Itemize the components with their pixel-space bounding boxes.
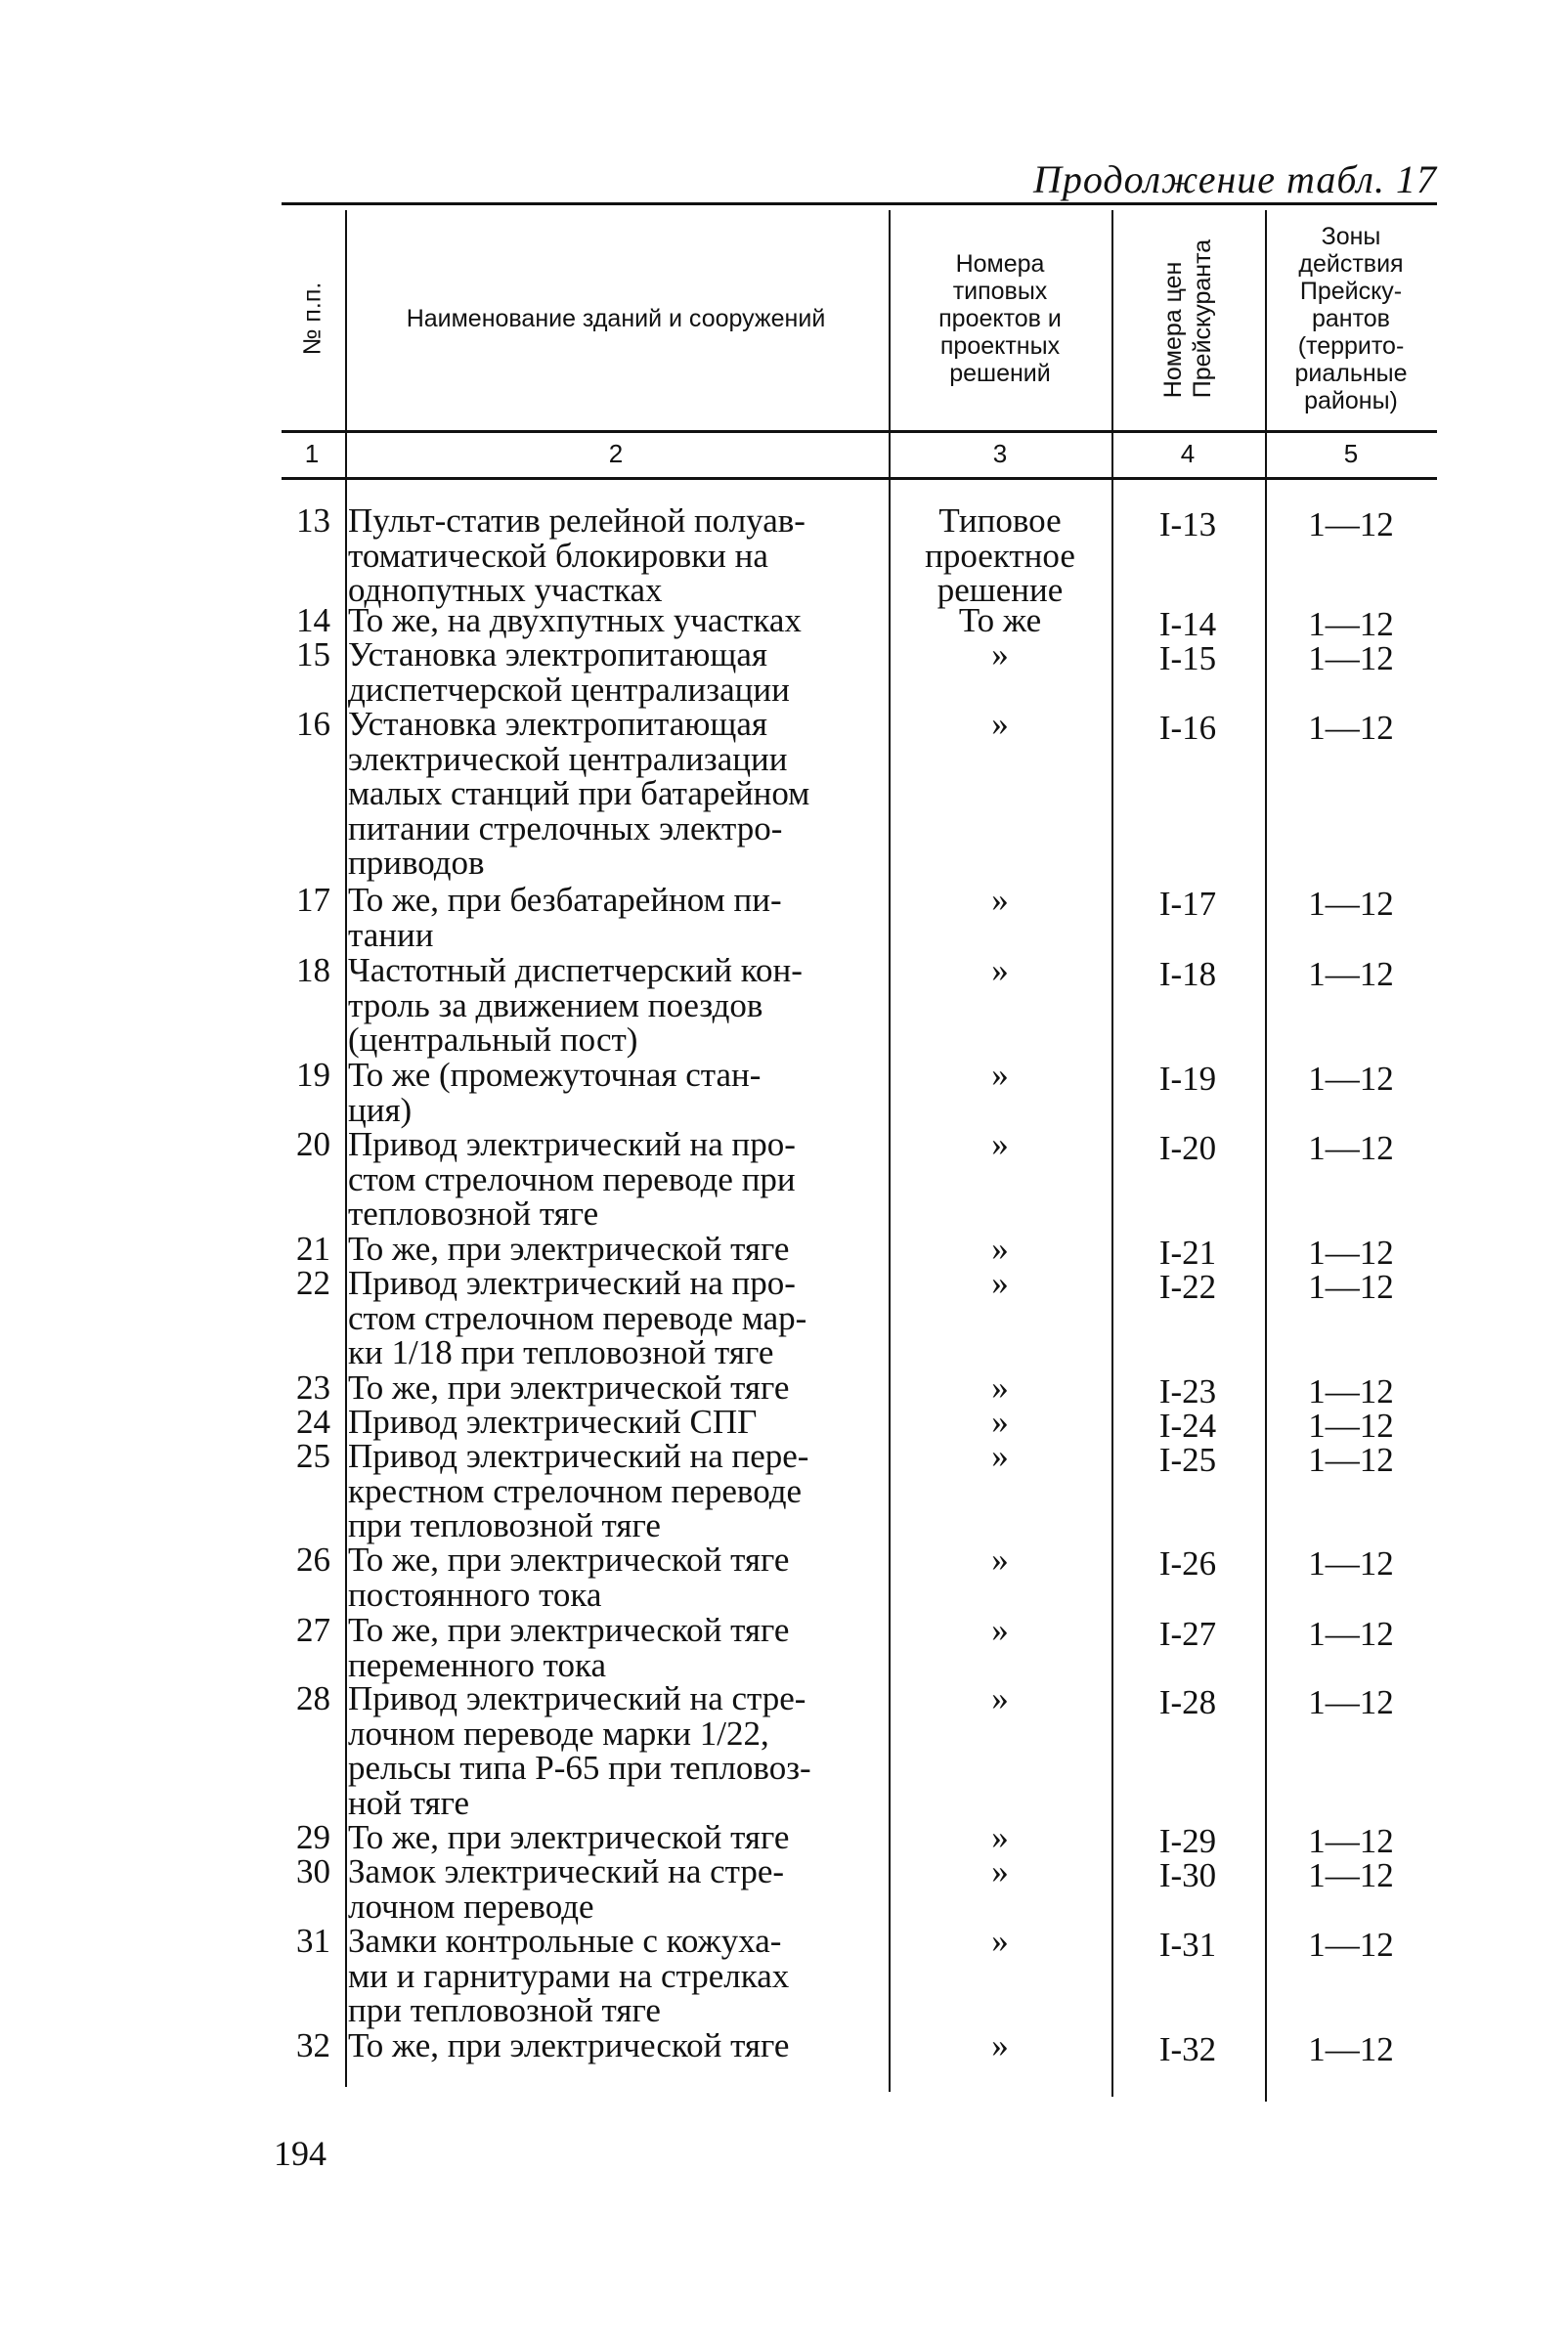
row-name-line: при тепловозной тяге [348,1991,661,2029]
page-number: 194 [274,2134,327,2173]
row-price-code: I-14 [1158,605,1217,643]
row-project-line: » [991,705,1009,743]
row-name-line: То же, при электрической тяге [348,1541,790,1579]
row-project-line: » [991,1264,1009,1302]
row-project-line: » [991,1230,1009,1268]
header-project [892,210,1109,427]
row-name [348,1370,866,1406]
row-project [892,1820,1109,1855]
row-name-line: Пульт-статив релейной полуав- [348,501,806,540]
header-project-line: решений [949,360,1051,387]
row-zone: 1—12 [1308,1856,1394,1894]
row-project [892,1266,1109,1301]
row-project [892,1127,1109,1162]
row-project-line: » [991,1679,1009,1717]
row-project [892,883,1109,918]
row-project [892,1681,1109,1716]
col-number-bottom-rule [282,477,1437,480]
row-zone: 1—12 [1308,1441,1394,1479]
row-project-line: » [991,1403,1009,1441]
row-name-line: ми и гарнитурами на стрелках [348,1956,790,1995]
row-name-line: малых станций при батарейном [348,774,810,812]
row-price-code: I-24 [1158,1407,1217,1445]
header-price-number [1114,210,1261,427]
row-name-line: То же, при электрической тяге [348,1230,790,1268]
row-name [348,883,866,952]
header-price-line: Номера цен [1159,261,1187,399]
row-name-line: рельсы типа Р-65 при тепловоз- [348,1749,811,1787]
row-zone: 1—12 [1308,1615,1394,1653]
row-name-line: тепловозной тяге [348,1194,599,1233]
row-name [348,1613,866,1682]
row-number: 28 [296,1679,330,1717]
row-name-line: Замок электрический на стре- [348,1852,785,1890]
row-name [348,1681,866,1820]
row-name-line: троль за движением поездов [348,985,763,1024]
row-number: 17 [296,881,330,919]
row-price-code: I-21 [1158,1234,1217,1272]
row-project-line: » [991,1611,1009,1649]
header-name [347,210,885,427]
row-name [348,1058,866,1127]
row-project-line: » [991,1922,1009,1960]
row-project [892,953,1109,988]
row-project [892,503,1109,608]
row-project [892,603,1109,638]
header-zones-line: действия [1298,250,1404,278]
col-divider-1 [345,210,347,2087]
row-name-line: ной тяге [348,1783,470,1822]
row-project-line: » [991,1818,1009,1856]
row-zone: 1—12 [1308,955,1394,993]
row-project-line: решение [936,571,1064,609]
row-zone: 1—12 [1308,1926,1394,1964]
row-price-code: I-27 [1158,1615,1217,1653]
row-name-line: переменного тока [348,1645,607,1684]
row-name [348,1266,866,1370]
col-number-4: 4 [1180,439,1196,468]
row-name-line: То же, при безбатарейном пи- [348,881,782,919]
row-project [892,1405,1109,1440]
row-number: 25 [296,1437,330,1475]
row-project [892,1854,1109,1889]
row-name-line: То же (промежуточная стан- [348,1056,762,1094]
header-zones-line: Прейску- [1299,278,1403,305]
row-name-line: лочном переводе марки 1/22, [348,1714,769,1753]
row-number: 30 [296,1852,330,1890]
row-name-line: Частотный диспетчерский кон- [348,951,803,989]
row-number: 21 [296,1230,330,1268]
row-project-line: » [991,1541,1009,1579]
row-name-line: (центральный пост) [348,1020,638,1059]
row-number: 13 [296,501,330,540]
row-name-line: То же, при электрической тяге [348,1818,790,1856]
row-name [348,637,866,707]
header-project-line: проектных [939,332,1061,360]
row-project [892,1613,1109,1648]
row-project-line: Типовое [938,501,1062,540]
row-zone: 1—12 [1308,1372,1394,1411]
continuation-caption: Продолжение табл. 17 [1032,157,1437,201]
row-zone: 1—12 [1308,1822,1394,1860]
row-name [348,1924,866,2028]
row-name [348,707,866,881]
row-project-line: » [991,1368,1009,1407]
row-name-line: стом стрелочном переводе при [348,1159,796,1198]
row-name [348,1542,866,1612]
col-number-3: 3 [992,439,1008,468]
header-zones-line: рантов [1312,305,1390,332]
row-name-line: крестном стрелочном переводе [348,1471,803,1510]
row-price-code: I-32 [1158,2030,1217,2068]
row-name-line: Привод электрический на про- [348,1264,796,1302]
row-price-code: I-18 [1158,955,1217,993]
row-number: 31 [296,1922,330,1960]
row-number: 26 [296,1541,330,1579]
row-name-line: диспетчерской централизации [348,670,790,709]
header-zones-line: Зоны [1321,223,1381,250]
row-name [348,2028,866,2063]
row-name-line: Замки контрольные с кожуха- [348,1922,782,1960]
row-name [348,1405,866,1440]
row-project [892,1439,1109,1474]
row-name-line: Привод электрический на пере- [348,1437,809,1475]
row-zone: 1—12 [1308,1129,1394,1167]
row-name-line: питании стрелочных электро- [348,808,783,847]
row-name-line: Привод электрический на стре- [348,1679,806,1717]
row-project-line: » [991,951,1009,989]
row-project-line: То же [958,601,1042,639]
header-zones-line: риальные [1294,360,1408,387]
header-project-line: проектов и [938,305,1062,332]
row-project [892,1232,1109,1267]
row-zone: 1—12 [1308,1060,1394,1098]
row-name-line: Установка электропитающая [348,635,767,673]
row-zone: 1—12 [1308,1407,1394,1445]
row-zone: 1—12 [1308,505,1394,543]
row-number: 18 [296,951,330,989]
col-number-1: 1 [304,439,320,468]
header-zones-line: (террито- [1297,332,1405,360]
row-project [892,637,1109,673]
row-zone: 1—12 [1308,1234,1394,1272]
row-name-line: Установка электропитающая [348,705,767,743]
row-name-line: томатической блокировки на [348,536,768,575]
row-number: 24 [296,1403,330,1441]
row-name-line: Привод электрический СПГ [348,1403,758,1441]
row-name-line: То же, на двухпутных участках [348,601,802,639]
row-zone: 1—12 [1308,1544,1394,1583]
row-name-line: стом стрелочном переводе мар- [348,1298,807,1337]
row-name-line: ки 1/18 при тепловозной тяге [348,1333,774,1371]
row-zone: 1—12 [1308,1683,1394,1721]
row-name-line: приводов [348,844,485,882]
row-project-line: » [991,881,1009,919]
row-project-line: проектное [925,536,1075,575]
row-project-line: » [991,2026,1009,2064]
row-project-line: » [991,635,1009,673]
row-project [892,2028,1109,2063]
row-name [348,1820,866,1855]
row-project-line: » [991,1056,1009,1094]
row-price-code: I-31 [1158,1926,1217,1964]
row-name-line: ция) [348,1090,413,1129]
row-name [348,1127,866,1232]
row-price-code: I-30 [1158,1856,1217,1894]
row-project-line: » [991,1125,1009,1163]
row-number: 32 [296,2026,330,2064]
row-name-line: То же, при электрической тяге [348,1611,790,1649]
row-number: 19 [296,1056,330,1094]
row-number: 27 [296,1611,330,1649]
row-name [348,1439,866,1543]
row-name [348,1854,866,1924]
row-name-line: однопутных участках [348,571,663,609]
row-name-line: постоянного тока [348,1575,602,1614]
row-name-line: лочном переводе [348,1887,594,1926]
row-price-code: I-13 [1158,505,1217,543]
header-number [282,210,342,427]
row-zone: 1—12 [1308,2030,1394,2068]
row-name-line: Привод электрический на про- [348,1125,796,1163]
row-name [348,953,866,1058]
row-name [348,1232,866,1267]
row-name [348,603,866,638]
row-name-line: электрической централизации [348,739,788,778]
row-price-code: I-16 [1158,709,1217,747]
header-name-label: Наименование зданий и сооружений [406,305,826,332]
col-number-5: 5 [1343,439,1359,468]
row-name-line: тании [348,915,434,954]
row-price-code: I-19 [1158,1060,1217,1098]
col-divider-2 [889,210,891,2092]
row-price-code: I-15 [1158,639,1217,677]
header-zones-line: районы) [1304,387,1398,414]
row-number: 23 [296,1368,330,1407]
table-top-rule [282,202,1437,205]
row-project-line: » [991,1437,1009,1475]
row-project [892,1924,1109,1959]
header-zones [1267,210,1435,427]
row-price-code: I-29 [1158,1822,1217,1860]
row-number: 15 [296,635,330,673]
row-name-line: То же, при электрической тяге [348,2026,790,2064]
row-project [892,1542,1109,1578]
row-zone: 1—12 [1308,605,1394,643]
row-project [892,1370,1109,1406]
col-number-2: 2 [608,439,624,468]
header-project-line: типовых [952,278,1048,305]
row-number: 29 [296,1818,330,1856]
row-zone: 1—12 [1308,885,1394,923]
row-price-code: I-25 [1158,1441,1217,1479]
row-name [348,503,866,608]
row-zone: 1—12 [1308,639,1394,677]
row-price-code: I-26 [1158,1544,1217,1583]
row-number: 22 [296,1264,330,1302]
row-zone: 1—12 [1308,709,1394,747]
row-price-code: I-17 [1158,885,1217,923]
header-project-line: Номера [955,250,1045,278]
header-price-line: Прейскуранта [1189,239,1216,399]
col-divider-3 [1111,210,1113,2097]
row-name-line: То же, при электрической тяге [348,1368,790,1407]
row-number: 14 [296,601,330,639]
row-name-line: при тепловозной тяге [348,1506,661,1544]
row-project [892,1058,1109,1093]
row-zone: 1—12 [1308,1268,1394,1306]
row-price-code: I-20 [1158,1129,1217,1167]
row-number: 16 [296,705,330,743]
row-number: 20 [296,1125,330,1163]
header-number-label: № п.п. [298,282,327,356]
header-bottom-rule [282,430,1437,433]
row-project-line: » [991,1852,1009,1890]
row-project [892,707,1109,742]
row-price-code: I-23 [1158,1372,1217,1411]
row-price-code: I-22 [1158,1268,1217,1306]
row-price-code: I-28 [1158,1683,1217,1721]
